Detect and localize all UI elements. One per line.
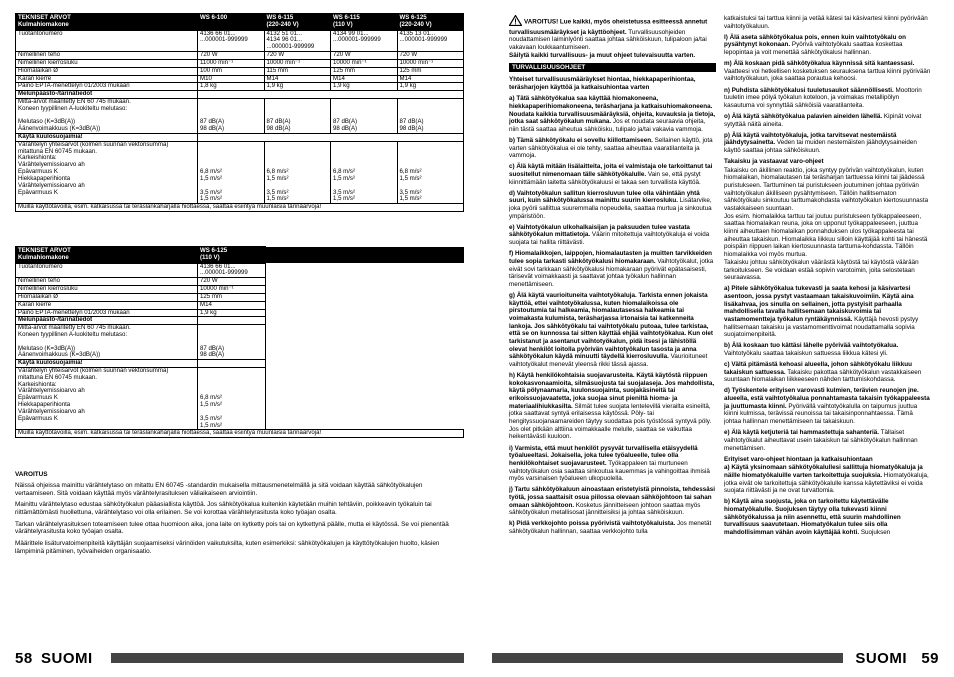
table-cell: Melunpäästö-/tärinätiedot [16, 317, 198, 325]
table-cell: Paino EPTA-menettelyn 01/2003 mukaan [16, 83, 198, 91]
table-cell: 4136 66 01... ...000001-999999 [198, 263, 266, 278]
noise-row [16, 98, 464, 133]
table-cell: WS 6-115 (220-240 V) [264, 14, 331, 31]
vibration-value: 6,8 m/s² 1,5 m/s² 3,5 m/s² 1,5 m/s² [198, 141, 265, 203]
warning-triangle-icon [509, 15, 522, 29]
table-spacer [266, 263, 464, 278]
table-spacer [266, 278, 464, 286]
ear-protection-row [16, 360, 464, 368]
varoitus-paragraph: Määrittele lisäturvatoimenpiteitä käyttäjän suojaamiseksi värinöiden vaikutuksilta, kuten esimerkiksi: sähkötyökalujen ja käyttötyökalujen huolto, käsien lämpiminä pitäminen, työvaiheiden organisaatio. [15, 539, 440, 555]
noise-cell [16, 98, 198, 133]
table-cell: WS 6-125 (110 V) [198, 247, 266, 264]
table-cell: 720 W [331, 52, 398, 60]
technical-data-table-1 [15, 13, 464, 212]
table-spacer [266, 286, 464, 294]
table-cell: 4136 66 01... ...000001-999999 [198, 30, 265, 51]
table-cell: 10000 min⁻¹ [397, 59, 464, 67]
safety-item: i) Varmista, että muut henkilöt pysyvät turvallisella etäisyydellä työalueeltasi. Jokaisella, joka tulee työalueelle, tulee olla henkilökohtaiset suojavarusteet. Työkappaleen tai murtuneen vaihtotyökalun osia saattaa sinkoutua kauemmas ja vahingoittaa ihmisiä myös varsinaisen työalueen ulkopuolella. [509, 444, 710, 483]
table-cell: Nimellinen kierrosluku [16, 59, 198, 67]
table-cell: 125 mm [198, 293, 266, 301]
table-cell: 1,9 kg [331, 83, 398, 91]
vibration-value: 6,8 m/s² 1,5 m/s² 3,5 m/s² 1,5 m/s² [397, 141, 464, 203]
vibration-intro: Värähtelyn yhteisarvot (kolmen suunnan vektorisumma) mitattuna EN 60745 mukaan. [18, 141, 169, 155]
table-spacer [266, 325, 464, 360]
safety-item: b) Käytä aina suojusta, joka on tarkoitettu käytettävälle hiomatyökalulle. Suojuksen täytyy olla tukevasti kiinni sähkötyökalussa ja niin asennettu, että suurin mahdollinen turvallisuus saavutetaan. Hiomatyökalun tulee siis olla mahdollisimman vähän avoin käyttäjää kohti. Suojuksen [724, 498, 901, 537]
noise-value: 87 dB(A) 98 dB(A) [264, 98, 331, 133]
warning-lead: VAROITUS! Lue kaikki, myös oheistetussa esitteessä annetut turvallisuusmääräykset ja käyttöohjeet. [509, 18, 708, 36]
safety-item: o) Älä käytä sähkötyökalua palavien aineiden lähellä. Kipinät voivat sytyttää näitä aineita. [724, 112, 922, 128]
table-spacer [266, 309, 464, 317]
noise-intro: Mitta-arvot määritetty EN 60 745 mukaan. Koneen tyypillinen A-luokiteltu melutaso: [18, 98, 131, 112]
table-row [16, 52, 464, 60]
page-number: 58 [15, 649, 33, 667]
safety-item: f) Hiomalaikkojen, laippojen, hiomalautasten ja muitten tarvikkeiden tulee sopia tarkasti sähkötyökalusi hiomakaraan. Vaihtotyökalut, jotka eivät sovi tarkkaan sähkötyökalusi hiomakaraan pyörivät epätasaisesti, tärisevät voimakkaasti ja saattavat johtaa työkalun hallinnan menettämiseen. [509, 250, 714, 288]
noise-value: 87 dB(A) 98 dB(A) [397, 98, 464, 133]
ear-protection-row [16, 134, 464, 142]
table-row [16, 278, 464, 286]
safety-item: e) Vaihtotyökalun ulkohalkaisijan ja paksuuden tulee vastata sähkötyökalun mittatietoja. Väärin mitoitettuja vaihtotyökaluja ei voida suojata tai hallita riittävästi. [509, 223, 710, 247]
table-cell: 125 mm [331, 67, 398, 75]
table-cell: Karan kierre [16, 301, 198, 309]
subheading: Takaisku ja vastaavat varo-ohjeet [724, 158, 824, 166]
table-cell: Nimellinen teho [16, 52, 198, 60]
left-footer [15, 649, 464, 667]
table-cell: TEKNISET ARVOT Kulmahiomakone [16, 14, 198, 31]
technical-data-table-2 [15, 246, 464, 438]
table-cell: 720 W [198, 52, 265, 60]
table-cell: M14 [397, 75, 464, 83]
table-row [16, 75, 464, 83]
safety-item: katkaistuksi tai tarttua kiinni ja vetää kätesi tai käsivartesi kiinni pyörivään vaihtotyökaluun. [724, 15, 928, 30]
safety-item: g) Älä käytä vaurioituneita vaihtotyökaluja. Tarkista ennen jokaista käyttöä, ettei vaihtotyökalussa, kuten hiomalaikoissa ole pirstoutumia tai halkeamia, hiomalautasessa halkeamia tai voimakasta kulumista, teräsharjassa irtonaisia tai katkenneita lankoja. Jos sähkötyökalu tai vaihtotyökalu putoaa, tulee tarkistaa, että se on kunnossa tai sitten käyttää ehjää vaihtotyökalua. Kun olet tarkistanut ja asentanut vaihtotyökalun, pidä itsesi ja lähistöllä olevat henkilöt loitolla pyörivän vaihtotyökalun tasosta ja anna sähkötyökalun käydä minuutti täydellä kierrosluvulla. Vaurioituneet vaihtotyökalut menevät yleensä rikki tässä ajassa. [509, 291, 714, 368]
subheading: Erityiset varo-ohjeet hiontaan ja katkaisuhiontaan [724, 455, 873, 463]
language-label: SUOMI [41, 649, 93, 667]
noise-label-row [16, 91, 464, 99]
footer-bar [492, 653, 843, 663]
page-number: 59 [921, 649, 939, 667]
table-cell: Melunpäästö-/tärinätiedot [16, 91, 198, 99]
column-2-items [724, 15, 931, 537]
table-footnote: Muilla käyttötavoilla, esim. katkaisussa tai teräslankaharjalla hiottaessa, saattaa esiintyä muunlaisia tärinäarvoja! [16, 204, 464, 212]
safety-item: h) Käytä henkilökohtaisia suojavarusteita. Käytä käytöstä riippuen kokokasvonaamioita, silmäsuojusta tai suojalaseja. Jos mahdollista, käytä pölynaamaria, kuulonsuojainta, suojakäsineitä tai erikoissuojavaatetta, joka suojaa sinut pieniltä hioma- ja materiaalihiukkasilta. Silmät tulee suojata lentelevillä vierailta esineiltä, jotka saattavat syntyä erilaisessa käytössä. Pöly- tai hengityssuojanaamareiden täytyy suodattaa pois työstössä syntyvä pöly. Jos olet pitkään alttiina voimakkaalle melulle, saattaa se vaikuttaa heikentävästi kuuloon. [509, 372, 715, 441]
table-cell: 125 mm [397, 67, 464, 75]
table-row [16, 301, 464, 309]
varoitus-paragraph: Näissä ohjeissa mainittu värähtelytaso on mitattu EN 60745 -standardin mukaisella mittausmenetelmällä ja sitä voidaan käyttää sähkötyökalujen vertaamiseen. Sitä voidaan käyttää myös värähtelyrasituksen väliaikaiseen arviointiin. [15, 482, 423, 498]
vibration-cell [16, 368, 198, 430]
table-cell: 10000 min⁻¹ [264, 59, 331, 67]
table-cell: 1,9 kg [198, 309, 266, 317]
language-label: SUOMI [855, 649, 907, 667]
table-cell: 115 mm [264, 67, 331, 75]
table-spacer [266, 301, 464, 309]
footnote-row [16, 204, 464, 212]
safety-item: e) Älä käytä ketjuteriä tai hammastettuja sahanteriä. Tällaiset vaihtotyökalut aiheuttavat usein takaiskun tai sähkötyökalun hallinnan menettämisen. [724, 429, 918, 452]
table-cell: Paino EPTA-menettelyn 01/2003 mukaan [16, 309, 198, 317]
table-row [16, 263, 464, 278]
section-banner: TURVALLISUUSOHJEET [509, 63, 716, 73]
table-cell: 4132 51 01... 4134 96 01... ...000001-999999 [264, 30, 331, 51]
table-cell: M14 [331, 75, 398, 83]
vibration-intro: Värähtelyn yhteisarvot (kolmen suunnan vektorisumma) mitattuna EN 60745 mukaan. [18, 367, 169, 381]
table-cell: 10000 min⁻¹ [331, 59, 398, 67]
vibration-row [16, 368, 464, 430]
table-spacer [266, 368, 464, 430]
safety-item: a) Pitele sähkötyökalua tukevasti ja saata kehosi ja käsivartesi asentoon, jossa pystyt vastaamaan takaiskuvoimiin. Käytä aina lisäkahvaa, jos sinulla on sellainen, jotta pystyisit parhaalla mahdollisella tavalla hallitsemaan takaiskuvoimia tai vastamomentteja työkalun ryntäkäynnissä. Käyttäjä hevosti pystyy hallitsemaan takaisku ja vastamomenttivoimat noudattamalla sopivia suojatoimenpiteitä. [724, 285, 919, 339]
table-cell: M14 [264, 75, 331, 83]
text-column-2 [724, 15, 931, 643]
right-footer [492, 649, 939, 667]
right-page [477, 0, 954, 677]
safety-item: p) Älä käytä vaihtotyökaluja, jotka tarvitsevat nestemäistä jäähdytysainetta. Veden tai muiden nestemäisten jäähdytysaineiden käyttö saattaa johtaa sähköiskuun. [724, 131, 917, 155]
table-row [16, 286, 464, 294]
table-cell: 1,8 kg [198, 83, 265, 91]
common-title: Yhteiset turvallisuusmääräykset hiontaa, hiekkapaperihiontaa, teräsharjojen käyttöä ja katkaisuhiontaa varten [509, 76, 696, 92]
safety-item: l) Älä aseta sähkötyökalua pois, ennen kuin vaihtotyökalu on pysähtynyt kokonaan. Pyörivä vaihtotyökalu saattaa koskettaa lepopintaa ja voit menettää sähkötyökalusi hallinnan. [724, 33, 906, 57]
table-row [16, 83, 464, 91]
table-cell: Nimellinen teho [16, 278, 198, 286]
safety-item: a) Tätä sähkötyökalua saa käyttää hiomakoneena, hiekkapaperihiomakoneena, teräsharjana ja katkaisuhiomakoneena. Noudata kaikkia turvallisuusmääräyksiä, ohjeita, kuvauksia ja tietoja, jotka saat sähkötyökalun mukana. Jos et noudata seuraavia ohjeita, niin tästä saattaa aiheutua sähköisku, tulipalo ja/tai vakavia vammoja. [509, 95, 716, 133]
table-header-row [16, 14, 464, 31]
table-cell: WS 6-115 (110 V) [331, 14, 398, 31]
table-cell: M14 [198, 301, 266, 309]
table-row [16, 67, 464, 75]
noise-rows-label: Melutaso (K=3dB(A)) Äänenvoimakkuus (K=3dB(A)) [18, 344, 101, 359]
noise-rows-label: Melutaso (K=3dB(A)) Äänenvoimakkuus (K=3dB(A)) [18, 118, 101, 133]
safety-item: c) Älä käytä mitään lisälaitteita, joita ei valmistaja ole tarkoittanut tai suositellut nimenomaan tälle sähkötyökalulle. Vain se, että pystyt kiinnittämään laitetta sähkötyökaluusi ei takaa sen turvallista käyttöä. [509, 163, 713, 186]
vibration-value: 6,8 m/s² 1,5 m/s² 3,5 m/s² 1,5 m/s² [331, 141, 398, 203]
safety-item: k) Pidä verkkojohto poissa pyörivistä vaihtotyökaluista. Jos menetät sähkötyökalun hallinnan, saattaa verkkojohto tulla [509, 520, 712, 535]
table-cell: Karan kierre [16, 75, 198, 83]
table-row [16, 59, 464, 67]
table-cell: TEKNISET ARVOT Kulmahiomakone [16, 247, 198, 264]
table-cell: Nimellinen kierrosluku [16, 286, 198, 294]
table-row [16, 293, 464, 301]
table-row [16, 30, 464, 51]
table-cell: Tuotantonumero [16, 30, 198, 51]
table-cell: Käytä kuulosuojaimia! [16, 134, 198, 142]
table-cell: 720 W [264, 52, 331, 60]
table-cell: 720 W [397, 52, 464, 60]
noise-value: 87 dB(A) 98 dB(A) [198, 98, 265, 133]
text-column-1 [509, 15, 716, 643]
table-cell: Hiomalaikan Ø [16, 293, 198, 301]
safety-item: b) Älä koskaan tuo kättäsi lähelle pyörivää vaihtotyökalua. Vaihtotyökalu saattaa takaiskun sattuessa liikkua kätesi yli. [724, 342, 899, 357]
table-cell: WS 6-100 [198, 14, 265, 31]
noise-value: 87 dB(A) 98 dB(A) [198, 325, 266, 360]
warning-text: Turvallisuusohjeiden noudattamisen laiminlyönti saattaa johtaa sähköiskuun, tulipaloon ja/tai vakavaan loukkaantumiseen. [509, 28, 707, 52]
table-cell: 4134 99 01... ...000001-999999 [331, 30, 398, 51]
noise-value: 87 dB(A) 98 dB(A) [331, 98, 398, 133]
table-spacer [266, 247, 464, 264]
safety-item: j) Tartu sähkötyökaluun ainoastaan eristetyistä pinnoista, tehdessäsi työtä, jossa saattaisit osua piilossa olevaan sähköjohtoon tai sahan omaan sähköjohtoon. Kosketus jännitteiseen johtoon saattaa myös sähkötyökalun metallisosat jännitteisiksi ja johtaa sähköiskuun. [509, 486, 715, 517]
table-cell: 100 mm [198, 67, 265, 75]
footer-bar [111, 653, 464, 663]
safety-item: m) Älä koskaan pidä sähkötyökalua käynnissä sitä kantaessasi. Vaatteesi voi hetkellisen kosketuksen seurauksena tarttua kiinni pyörivään vaihtotyökaluun, joka saattaa porautua kehoosi. [724, 60, 931, 83]
varoitus-heading: VAROITUS [15, 471, 48, 478]
varoitus-paragraph: Mainittu värähtelytaso edustaa sähkötyökalun pääasiallista käyttöä. Jos sähkötyökalua kuitenkin käytetään muihin tehtäviin, poikkeavin työkaluin tai riittämättömästi huollettuna, värähtelytaso voi olla erilainen. Se voi korottaa värähtelyrasitusta koko työajan osalta. [15, 501, 432, 517]
column-1-items [509, 95, 716, 536]
table-spacer [266, 293, 464, 301]
safety-item: a) Käytä yksinomaan sähkötyökalullesi sallittuja hiomatyökaluja ja näille hiomatyökaluille varten tarkoitettuja suojuksia. Hiomatyökaluja, jotka eivät ole tarkoitettuja sähkötyökalulle kanssa käytettäviksi ei voida suojata riittävästi ja ne ovat turvattomia. [724, 464, 929, 495]
vibration-rows-label: Karkeishionta: Värähtelyemissioarvo ah Epävarmuus K Hiekkapaperihionta Värähtelyemissioarvo ah Epävarmuus K [18, 154, 85, 196]
safety-item: c) Vältä pitämästä kehoasi alueella, johon sähkötyökalu liikkuu takaiskun sattuessa. Takaisku pakottaa sähkötyökalun vastakkaiseen suuntaan hiomalaikan liikkeeseen nähden tarttumiskohdassa. [724, 361, 922, 384]
table-cell: Hiomalaikan Ø [16, 67, 198, 75]
varoitus-paragraph: Tarkan värähtelyrasituksen toteamiseen tulee ottaa huomioon aika, jona laite on kytketty pois tai on kytkettynä päälle, mutta ei käytössä. Se voi pienentää värähtelyrasitusta koko työajan osalta. [15, 520, 449, 536]
vibration-value: 6,8 m/s² 1,5 m/s² 3,5 m/s² 1,5 m/s² [264, 141, 331, 203]
vibration-row [16, 141, 464, 203]
table-cell: 1,9 kg [264, 83, 331, 91]
safety-item: d) Vaihtotyökalun sallitun kierrosluvun tulee olla vähintään yhtä suuri, kuin sähkötyökalussa mainittu suurin kierrosluku. Lisätarvike, joka pyörii sallittua suuremmalla nopeudella, saattaa murtua ja sinkoutua ympäristöön. [509, 189, 712, 220]
vibration-rows-label: Karkeishionta: Värähtelyemissioarvo ah Epävarmuus K Hiekkapaperihionta Värähtelyemissioarvo ah Epävarmuus K [18, 380, 85, 422]
vibration-notes [15, 471, 464, 559]
safety-item: b) Tämä sähkötyökalu ei sovellu kiillottamiseen. Sellainen käyttö, jota varten sähkötyökalua ei ole tehty, saattaa aiheuttaa vaaratilanteita ja vammoja. [509, 136, 713, 160]
noise-cell [16, 325, 198, 360]
vibration-value: 6,8 m/s² 1,5 m/s² 3,5 m/s² 1,5 m/s² [198, 368, 266, 430]
footnote-row [16, 430, 464, 438]
table-cell: 720 W [198, 278, 266, 286]
noise-label-row [16, 317, 464, 325]
noise-intro: Mitta-arvot määritetty EN 60 745 mukaan. Koneen tyypillinen A-luokiteltu melutaso: [18, 324, 131, 338]
table-cell: 4135 13 01... ...000001-999999 [397, 30, 464, 51]
safety-item: Takaisku on äkillinen reaktio, joka syntyy pyörivän vaihtotyökalun, kuten hiomalaikan, hiomalautasen tai teräsharjan tarttuessa kiinni tai jäädessä puristukseen. Tarttuminen tai puristukseen joutuminen johtaa pyörivän vaihtotyökalun äkilliseen pysähtymiseen. Tällöin hallitsematon sähkötyökalu sinkoutuu tarttumakohdasta vaihtotyökalun kiertosuunnasta vastakkaiseen suuntaan. Jos esim. hiomalaikka tarttuu tai joutuu puristukseen työkappaleeseen, saattaa hiomalaikan reuna, joka on upponut työkappaleeseen, juuttua kiinni aiheuttaen hiomalaikan ponnahduksen ulos työkappaleesta tai aiheuttaa takaiskun. Hiomalaikka liikkuu silloin käyttäjää kohti tai hänestä poispäin riippuen laikan kiertosuunnasta tarttuma-kohdassta. Tällöin hiomalaikka voi myös murtua. Takaisku johtuu sähkötyökalun väärästä käytöstä tai käytöstä väärään tarkoitukseen. Se voidaan estää sopivin varotoimin, joita selostetaan seuraavassa. [724, 166, 929, 282]
warning-keep: Säilytä kaikki turvallisuus- ja muut ohjeet tulevaisuutta varten. [509, 51, 696, 59]
table-row [16, 309, 464, 317]
noise-row [16, 325, 464, 360]
table-cell: Käytä kuulosuojaimia! [16, 360, 198, 368]
table-header-row [16, 247, 464, 264]
table-cell: M10 [198, 75, 265, 83]
table-cell: Tuotantonumero [16, 263, 198, 278]
table-cell: 11000 min⁻¹ [198, 59, 265, 67]
vibration-cell [16, 141, 198, 203]
table-cell: WS 6-125 (220-240 V) [397, 14, 464, 31]
table-footnote: Muilla käyttötavoilla, esim. katkaisussa tai teräslankaharjalla hiottaessa, saattaa esiintyä muunlaisia tärinäarvoja! [16, 430, 464, 438]
table-cell: 1,9 kg [397, 83, 464, 91]
table-cell: 10000 min⁻¹ [198, 286, 266, 294]
safety-item: d) Työskentele erityisen varovasti kulmien, terävien reunojen jne. alueella, estä vaihtotyökalua ponnahtamasta takaisin työkappaleesta ja juuttumasta kiinni. Pyörivällä vaihtotyökalulla on taipumus juuttua kiinni kulmissa, terävissä reunoissa tai takaisinponnahtaessa. Tämä johtaa hallinnan menettämiseen tai takaiskuun. [724, 387, 930, 426]
safety-item: n) Puhdista sähkötyökalusi tuuletusaukot säännöllisesti. Moottorin tuuletin imee pölyä työkalun koteloon, ja voimakas metallipölyn kasautuma voi synnyttää sähköisiä vaaratilanteita. [724, 86, 922, 109]
